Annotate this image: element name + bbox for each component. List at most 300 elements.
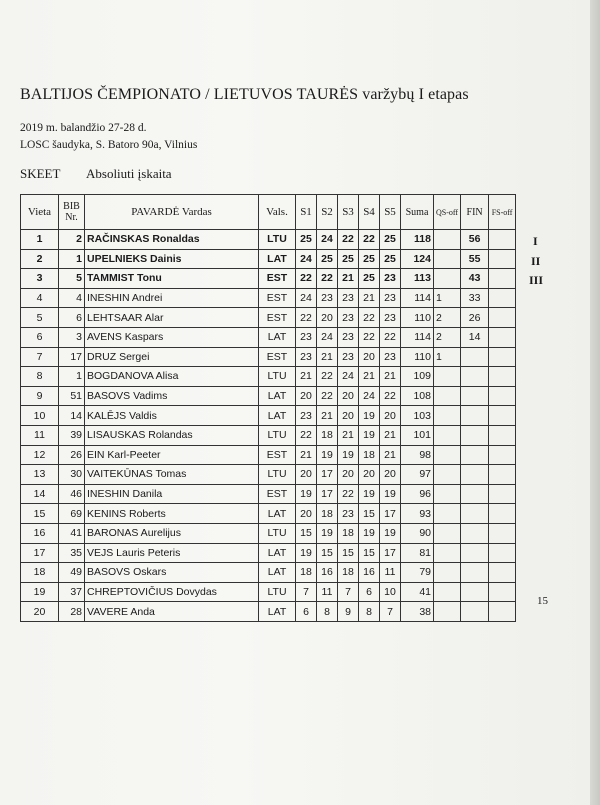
cell-suma: 114 xyxy=(401,288,434,308)
event-date: 2019 m. balandžio 27-28 d. xyxy=(20,122,147,134)
table-row xyxy=(21,582,516,602)
cell-fs xyxy=(489,484,516,504)
cell-s4: 19 xyxy=(359,406,380,426)
col-vieta: Vieta xyxy=(21,195,59,230)
cell-fin: 33 xyxy=(461,288,489,308)
cell-suma: 98 xyxy=(401,445,434,465)
cell-qs xyxy=(434,445,461,465)
cell-qs xyxy=(434,367,461,387)
cell-fs xyxy=(489,406,516,426)
cell-name: BARONAS Aurelijus xyxy=(85,523,259,543)
cell-name: LEHTSAAR Alar xyxy=(85,308,259,328)
cell-vieta: 9 xyxy=(21,386,59,406)
cell-fin xyxy=(461,523,489,543)
cell-bib: 1 xyxy=(59,249,85,269)
cell-s1: 23 xyxy=(296,347,317,367)
cell-s2: 22 xyxy=(317,269,338,289)
cell-bib: 39 xyxy=(59,425,85,445)
cell-s3: 7 xyxy=(338,582,359,602)
cell-bib: 3 xyxy=(59,327,85,347)
cell-vieta: 18 xyxy=(21,563,59,583)
cell-suma: 113 xyxy=(401,269,434,289)
cell-fin xyxy=(461,367,489,387)
category-label: Absoliuti įskaita xyxy=(86,166,172,181)
table-row xyxy=(21,602,516,622)
cell-bib: 51 xyxy=(59,386,85,406)
cell-vieta: 19 xyxy=(21,582,59,602)
cell-s5: 23 xyxy=(380,347,401,367)
cell-fin xyxy=(461,504,489,524)
cell-bib: 49 xyxy=(59,563,85,583)
cell-s3: 15 xyxy=(338,543,359,563)
cell-s5: 10 xyxy=(380,582,401,602)
cell-fin: 14 xyxy=(461,327,489,347)
cell-s3: 22 xyxy=(338,484,359,504)
cell-s2: 19 xyxy=(317,523,338,543)
cell-name: INESHIN Danila xyxy=(85,484,259,504)
cell-vieta: 11 xyxy=(21,425,59,445)
cell-s1: 21 xyxy=(296,367,317,387)
cell-fin: 56 xyxy=(461,230,489,250)
cell-fin xyxy=(461,347,489,367)
cell-bib: 4 xyxy=(59,288,85,308)
table-row xyxy=(21,288,516,308)
cell-s4: 20 xyxy=(359,465,380,485)
cell-vieta: 2 xyxy=(21,249,59,269)
cell-suma: 93 xyxy=(401,504,434,524)
cell-fin xyxy=(461,582,489,602)
cell-s5: 23 xyxy=(380,288,401,308)
col-s3: S3 xyxy=(338,195,359,230)
cell-name: CHREPTOVIČIUS Dovydas xyxy=(85,582,259,602)
cell-bib: 35 xyxy=(59,543,85,563)
cell-vieta: 14 xyxy=(21,484,59,504)
table-row xyxy=(21,249,516,269)
cell-suma: 108 xyxy=(401,386,434,406)
cell-name: RAČINSKAS Ronaldas xyxy=(85,230,259,250)
cell-name: BOGDANOVA Alisa xyxy=(85,367,259,387)
cell-name: AVENS Kaspars xyxy=(85,327,259,347)
medal-mark-2: II xyxy=(531,254,541,268)
cell-s4: 22 xyxy=(359,327,380,347)
cell-suma: 101 xyxy=(401,425,434,445)
cell-s5: 20 xyxy=(380,465,401,485)
cell-name: KENINS Roberts xyxy=(85,504,259,524)
cell-vals: LAT xyxy=(259,249,296,269)
cell-s3: 19 xyxy=(338,445,359,465)
cell-qs xyxy=(434,563,461,583)
cell-s4: 21 xyxy=(359,288,380,308)
table-row xyxy=(21,406,516,426)
cell-vals: LTU xyxy=(259,230,296,250)
cell-fin: 55 xyxy=(461,249,489,269)
cell-s5: 21 xyxy=(380,367,401,387)
col-vals: Vals. xyxy=(259,195,296,230)
cell-s4: 19 xyxy=(359,523,380,543)
cell-vieta: 5 xyxy=(21,308,59,328)
cell-suma: 97 xyxy=(401,465,434,485)
cell-fs xyxy=(489,582,516,602)
cell-fs xyxy=(489,445,516,465)
cell-vals: LTU xyxy=(259,465,296,485)
cell-s4: 18 xyxy=(359,445,380,465)
paper-edge xyxy=(590,0,600,805)
cell-s2: 17 xyxy=(317,465,338,485)
cell-bib: 30 xyxy=(59,465,85,485)
cell-bib: 17 xyxy=(59,347,85,367)
cell-bib: 2 xyxy=(59,230,85,250)
cell-fin xyxy=(461,543,489,563)
cell-s4: 25 xyxy=(359,269,380,289)
cell-s3: 21 xyxy=(338,425,359,445)
cell-fin: 43 xyxy=(461,269,489,289)
cell-s2: 22 xyxy=(317,386,338,406)
cell-s1: 22 xyxy=(296,308,317,328)
cell-s3: 24 xyxy=(338,367,359,387)
cell-vals: LAT xyxy=(259,563,296,583)
cell-name: DRUZ Sergei xyxy=(85,347,259,367)
table-row xyxy=(21,484,516,504)
cell-vals: LAT xyxy=(259,543,296,563)
cell-bib: 26 xyxy=(59,445,85,465)
cell-vals: EST xyxy=(259,347,296,367)
cell-s1: 24 xyxy=(296,288,317,308)
cell-s1: 19 xyxy=(296,484,317,504)
cell-s3: 22 xyxy=(338,230,359,250)
cell-s2: 24 xyxy=(317,230,338,250)
cell-vals: EST xyxy=(259,288,296,308)
cell-vals: LTU xyxy=(259,425,296,445)
table-row xyxy=(21,563,516,583)
cell-suma: 96 xyxy=(401,484,434,504)
cell-fs xyxy=(489,367,516,387)
cell-fs xyxy=(489,504,516,524)
cell-s3: 20 xyxy=(338,465,359,485)
cell-s2: 21 xyxy=(317,347,338,367)
cell-vals: LAT xyxy=(259,386,296,406)
table-row xyxy=(21,386,516,406)
cell-s2: 19 xyxy=(317,445,338,465)
cell-fin xyxy=(461,465,489,485)
cell-s2: 17 xyxy=(317,484,338,504)
cell-s3: 25 xyxy=(338,249,359,269)
col-name: PAVARDĖ Vardas xyxy=(85,195,259,230)
cell-fs xyxy=(489,249,516,269)
cell-vieta: 3 xyxy=(21,269,59,289)
col-qs-off: QS-off xyxy=(434,195,461,230)
cell-s1: 20 xyxy=(296,504,317,524)
table-row xyxy=(21,347,516,367)
cell-s1: 20 xyxy=(296,386,317,406)
cell-s4: 15 xyxy=(359,504,380,524)
cell-vieta: 20 xyxy=(21,602,59,622)
table-header-row xyxy=(21,195,516,230)
cell-bib: 46 xyxy=(59,484,85,504)
results-table xyxy=(20,194,516,622)
cell-s3: 20 xyxy=(338,406,359,426)
cell-vals: LTU xyxy=(259,582,296,602)
cell-suma: 110 xyxy=(401,347,434,367)
cell-s3: 23 xyxy=(338,504,359,524)
cell-qs: 1 xyxy=(434,347,461,367)
cell-bib: 6 xyxy=(59,308,85,328)
cell-vals: EST xyxy=(259,269,296,289)
cell-vieta: 16 xyxy=(21,523,59,543)
col-fs-off: FS-off xyxy=(489,195,516,230)
cell-suma: 109 xyxy=(401,367,434,387)
cell-fs xyxy=(489,230,516,250)
cell-suma: 41 xyxy=(401,582,434,602)
cell-s1: 23 xyxy=(296,406,317,426)
cell-s2: 22 xyxy=(317,367,338,387)
cell-fin xyxy=(461,484,489,504)
col-fin: FIN xyxy=(461,195,489,230)
cell-fs xyxy=(489,602,516,622)
cell-s4: 8 xyxy=(359,602,380,622)
cell-vieta: 8 xyxy=(21,367,59,387)
cell-name: VAITEKŪNAS Tomas xyxy=(85,465,259,485)
discipline-label: SKEET xyxy=(20,166,61,181)
cell-fs xyxy=(489,269,516,289)
cell-fin xyxy=(461,602,489,622)
medal-mark-1: I xyxy=(533,234,538,248)
cell-s1: 19 xyxy=(296,543,317,563)
cell-s1: 22 xyxy=(296,269,317,289)
cell-fs xyxy=(489,543,516,563)
col-s1: S1 xyxy=(296,195,317,230)
cell-qs: 2 xyxy=(434,327,461,347)
cell-fs xyxy=(489,288,516,308)
cell-qs xyxy=(434,484,461,504)
cell-name: VEJS Lauris Peteris xyxy=(85,543,259,563)
cell-vals: LAT xyxy=(259,602,296,622)
medal-mark-3: III xyxy=(529,273,544,287)
cell-vals: EST xyxy=(259,484,296,504)
table-row xyxy=(21,425,516,445)
cell-s5: 25 xyxy=(380,230,401,250)
cell-s1: 21 xyxy=(296,445,317,465)
cell-vieta: 15 xyxy=(21,504,59,524)
cell-s2: 18 xyxy=(317,425,338,445)
cell-s3: 23 xyxy=(338,347,359,367)
cell-suma: 103 xyxy=(401,406,434,426)
cell-suma: 38 xyxy=(401,602,434,622)
cell-s2: 15 xyxy=(317,543,338,563)
cell-fs xyxy=(489,523,516,543)
cell-s1: 15 xyxy=(296,523,317,543)
cell-vieta: 6 xyxy=(21,327,59,347)
cell-s1: 6 xyxy=(296,602,317,622)
table-row xyxy=(21,367,516,387)
col-bib: BIB Nr. xyxy=(59,195,85,230)
cell-fs xyxy=(489,386,516,406)
cell-s2: 8 xyxy=(317,602,338,622)
col-s2: S2 xyxy=(317,195,338,230)
cell-s4: 19 xyxy=(359,484,380,504)
cell-vieta: 10 xyxy=(21,406,59,426)
cell-name: EIN Karl-Peeter xyxy=(85,445,259,465)
cell-qs xyxy=(434,523,461,543)
page-title: BALTIJOS ČEMPIONATO / LIETUVOS TAURĖS varžybų I etapas xyxy=(20,86,469,103)
cell-vieta: 1 xyxy=(21,230,59,250)
col-s4: S4 xyxy=(359,195,380,230)
cell-s2: 16 xyxy=(317,563,338,583)
cell-suma: 114 xyxy=(401,327,434,347)
cell-s5: 22 xyxy=(380,327,401,347)
cell-s5: 23 xyxy=(380,308,401,328)
cell-s4: 19 xyxy=(359,425,380,445)
margin-note-15: 15 xyxy=(537,595,548,607)
cell-name: BASOVS Oskars xyxy=(85,563,259,583)
cell-s3: 21 xyxy=(338,269,359,289)
cell-s4: 20 xyxy=(359,347,380,367)
cell-s5: 20 xyxy=(380,406,401,426)
cell-s1: 7 xyxy=(296,582,317,602)
cell-fs xyxy=(489,347,516,367)
cell-qs xyxy=(434,230,461,250)
cell-qs xyxy=(434,386,461,406)
cell-name: VAVERE Anda xyxy=(85,602,259,622)
table-row xyxy=(21,230,516,250)
cell-s5: 23 xyxy=(380,269,401,289)
cell-name: UPELNIEKS Dainis xyxy=(85,249,259,269)
cell-s1: 23 xyxy=(296,327,317,347)
table-row xyxy=(21,445,516,465)
cell-s1: 18 xyxy=(296,563,317,583)
cell-vieta: 12 xyxy=(21,445,59,465)
table-row xyxy=(21,465,516,485)
cell-vieta: 17 xyxy=(21,543,59,563)
cell-vieta: 7 xyxy=(21,347,59,367)
table-row xyxy=(21,269,516,289)
table-row xyxy=(21,327,516,347)
cell-s4: 15 xyxy=(359,543,380,563)
cell-s2: 24 xyxy=(317,327,338,347)
cell-s5: 17 xyxy=(380,543,401,563)
cell-bib: 41 xyxy=(59,523,85,543)
cell-name: LISAUSKAS Rolandas xyxy=(85,425,259,445)
cell-fin: 26 xyxy=(461,308,489,328)
cell-vieta: 4 xyxy=(21,288,59,308)
cell-fs xyxy=(489,465,516,485)
cell-vals: EST xyxy=(259,445,296,465)
cell-s5: 22 xyxy=(380,386,401,406)
cell-fs xyxy=(489,308,516,328)
cell-bib: 69 xyxy=(59,504,85,524)
cell-s2: 11 xyxy=(317,582,338,602)
cell-name: INESHIN Andrei xyxy=(85,288,259,308)
cell-s5: 25 xyxy=(380,249,401,269)
cell-suma: 79 xyxy=(401,563,434,583)
cell-bib: 1 xyxy=(59,367,85,387)
cell-s5: 19 xyxy=(380,484,401,504)
cell-suma: 110 xyxy=(401,308,434,328)
cell-vals: LAT xyxy=(259,327,296,347)
table-row xyxy=(21,523,516,543)
cell-s3: 9 xyxy=(338,602,359,622)
event-line xyxy=(20,166,172,182)
cell-fin xyxy=(461,563,489,583)
cell-vals: EST xyxy=(259,308,296,328)
cell-qs xyxy=(434,543,461,563)
cell-qs: 1 xyxy=(434,288,461,308)
cell-s3: 23 xyxy=(338,308,359,328)
cell-s3: 18 xyxy=(338,523,359,543)
table-row xyxy=(21,504,516,524)
col-s5: S5 xyxy=(380,195,401,230)
cell-vals: LAT xyxy=(259,406,296,426)
cell-s5: 21 xyxy=(380,425,401,445)
cell-s2: 23 xyxy=(317,288,338,308)
col-suma: Suma xyxy=(401,195,434,230)
cell-s1: 22 xyxy=(296,425,317,445)
cell-s2: 21 xyxy=(317,406,338,426)
cell-s5: 11 xyxy=(380,563,401,583)
cell-bib: 5 xyxy=(59,269,85,289)
cell-vals: LTU xyxy=(259,367,296,387)
cell-s3: 20 xyxy=(338,386,359,406)
cell-suma: 81 xyxy=(401,543,434,563)
table-row xyxy=(21,543,516,563)
cell-name: KALĒJS Valdis xyxy=(85,406,259,426)
cell-suma: 90 xyxy=(401,523,434,543)
cell-fs xyxy=(489,327,516,347)
cell-fs xyxy=(489,425,516,445)
cell-fin xyxy=(461,386,489,406)
cell-bib: 37 xyxy=(59,582,85,602)
cell-s4: 25 xyxy=(359,249,380,269)
cell-qs xyxy=(434,406,461,426)
cell-vals: LTU xyxy=(259,523,296,543)
cell-s5: 17 xyxy=(380,504,401,524)
cell-s3: 23 xyxy=(338,288,359,308)
cell-fs xyxy=(489,563,516,583)
cell-bib: 28 xyxy=(59,602,85,622)
cell-s4: 22 xyxy=(359,308,380,328)
cell-s4: 16 xyxy=(359,563,380,583)
cell-vals: LAT xyxy=(259,504,296,524)
cell-s2: 25 xyxy=(317,249,338,269)
cell-s2: 18 xyxy=(317,504,338,524)
cell-s3: 18 xyxy=(338,563,359,583)
cell-fin xyxy=(461,425,489,445)
cell-qs xyxy=(434,602,461,622)
cell-s4: 21 xyxy=(359,367,380,387)
event-venue: LOSC šaudyka, S. Batoro 90a, Vilnius xyxy=(20,139,198,151)
cell-qs xyxy=(434,269,461,289)
cell-qs xyxy=(434,582,461,602)
cell-suma: 124 xyxy=(401,249,434,269)
cell-s2: 20 xyxy=(317,308,338,328)
cell-fin xyxy=(461,406,489,426)
cell-qs xyxy=(434,425,461,445)
cell-s4: 22 xyxy=(359,230,380,250)
cell-s5: 19 xyxy=(380,523,401,543)
cell-name: BASOVS Vadims xyxy=(85,386,259,406)
cell-s3: 23 xyxy=(338,327,359,347)
cell-qs: 2 xyxy=(434,308,461,328)
cell-vieta: 13 xyxy=(21,465,59,485)
cell-s1: 20 xyxy=(296,465,317,485)
cell-s4: 6 xyxy=(359,582,380,602)
cell-s4: 24 xyxy=(359,386,380,406)
cell-bib: 14 xyxy=(59,406,85,426)
cell-s5: 21 xyxy=(380,445,401,465)
cell-qs xyxy=(434,504,461,524)
cell-suma: 118 xyxy=(401,230,434,250)
results-body xyxy=(21,230,516,622)
cell-qs xyxy=(434,249,461,269)
